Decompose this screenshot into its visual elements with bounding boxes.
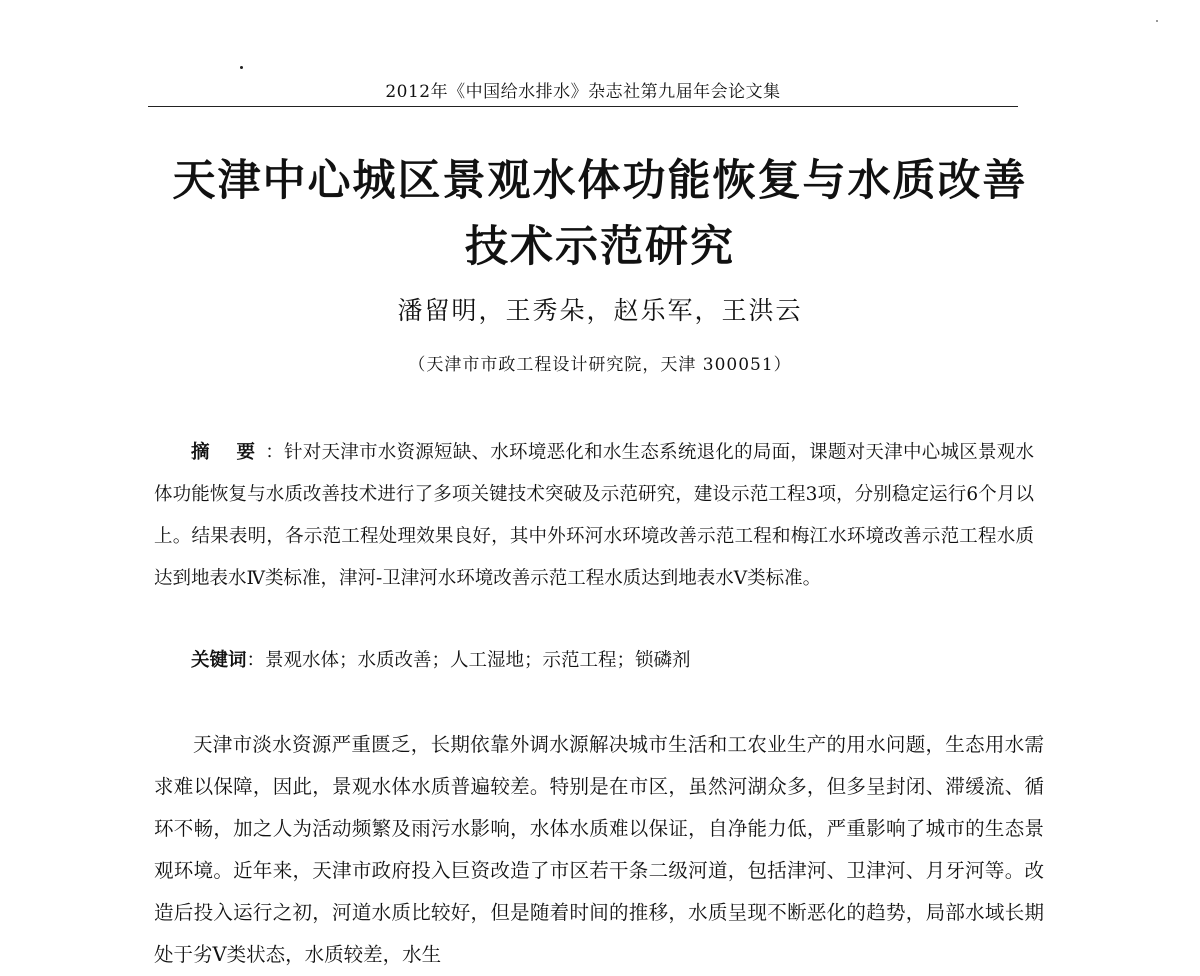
keywords — [154, 640, 1034, 682]
paper-title-line-1: 天津中心城区景观水体功能恢复与水质改善 — [172, 156, 1028, 206]
scan-speck — [240, 66, 243, 69]
abstract — [154, 432, 1034, 600]
author-list: 潘留明，王秀朵，赵乐军，王洪云 — [397, 296, 803, 325]
body-paragraph: 天津市淡水资源严重匮乏，长期依靠外调水源解决城市生活和工农业生产的用水问题，生态用水需求难以保障，因此，景观水体水质普遍较差。特别是在市区，虽然河湖众多，但多呈封闭、滞缓流、循环不畅，加之人为活动频繁及雨污水影响，水体水质难以保证，自净能力低，严重影响了城市的生态景观环境。近年来，天津市政府投入巨资改造了市区若干条二级河道，包括津河、卫津河、月牙河等。改造后投入运行之初，河道水质比较好，但是随着时间的推移，水质呈现不断恶化的趋势，局部水域长期处于劣Ⅴ类状态，水质较差，水生 — [154, 733, 1044, 966]
paper-title — [100, 148, 1100, 280]
running-header: 2012年《中国给水排水》杂志社第九届年会论文集 — [148, 80, 1018, 107]
keywords-separator: ： — [246, 650, 266, 671]
scan-speck — [1156, 20, 1158, 22]
keywords-text: 景观水体；水质改善；人工湿地；示范工程；锁磷剂 — [265, 650, 691, 671]
paper-title-line-2: 技术示范研究 — [465, 222, 735, 272]
keywords-label: 关键词 — [191, 650, 247, 671]
abstract-separator: ： — [265, 442, 284, 463]
abstract-label: 摘 要 — [191, 442, 266, 463]
author-affiliation: （天津市市政工程设计研究院，天津 300051） — [408, 355, 792, 375]
abstract-text: 针对天津市水资源短缺、水环境恶化和水生态系统退化的局面，课题对天津中心城区景观水体功能恢复与水质改善技术进行了多项关键技术突破及示范研究，建设示范工程3项，分别稳定运行6个月以上。结果表明，各示范工程处理效果良好，其中外环河水环境改善示范工程和梅江水环境改善示范工程水质达到地表水Ⅳ类标准，津河-卫津河水环境改善示范工程水质达到地表水Ⅴ类标准。 — [154, 442, 1034, 589]
